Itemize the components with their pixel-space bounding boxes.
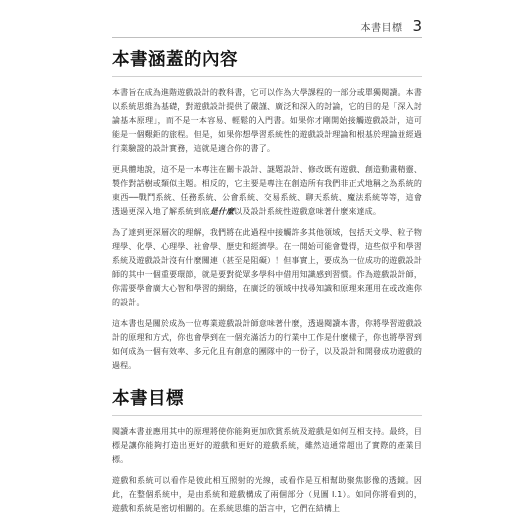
paragraph: 遊戲和系統可以看作是彼此相互照射的光線，或看作是互相幫助聚焦影像的透鏡。因此，在整個系統中，是由系統和遊戲構成了兩個部分（見圖 I.1）。如同你將看到的，遊戲和系統是密切相關的。在系統思維的語言中，它們在結構上 bbox=[112, 476, 422, 513]
paragraph-text: 以及設計系統性遊戲意味著什麼來達成。 bbox=[234, 207, 381, 216]
running-header bbox=[360, 17, 422, 35]
page-number: 3 bbox=[412, 17, 422, 35]
running-header-title: 本書目標 bbox=[360, 23, 403, 34]
section-divider bbox=[112, 415, 422, 416]
page-content bbox=[112, 46, 422, 523]
paragraph bbox=[112, 163, 422, 219]
section-heading-coverage: 本書涵蓋的內容 bbox=[112, 50, 238, 70]
section-divider bbox=[112, 76, 422, 77]
paragraph-text: 更具體地說，這不是一本專注在關卡設計、謎題設計、修改既有遊戲、創造動畫精靈、製作對話樹或類似主題。相反的，它主要是專注在創造所有我們非正式地稱之為系統的東西──戰鬥系統、任務系統、公會系統、交易系統、聊天系統、魔法系統等等，這會透過更深入地了解系統到底 bbox=[112, 165, 422, 216]
section-heading-goals: 本書目標 bbox=[112, 389, 184, 409]
paragraph: 閱讀本書並應用其中的原理將使你能夠更加欣賞系統及遊戲是如何互相支持。最終，目標是讓你能夠打造出更好的遊戲和更好的遊戲系統，雖然這通常超出了實際的產業目標。 bbox=[112, 427, 422, 464]
paragraph: 本書旨在成為進階遊戲設計的教科書，它可以作為大學課程的一部分或單獨閱讀。本書以系統思維為基礎，對遊戲設計提供了嚴謹、廣泛和深入的討論，它的目的是「深入討論基本原理」，而不是一本容易、輕鬆的入門書。如果你才剛開始接觸遊戲設計，這可能是一個艱鉅的旅程。但是，如果你想學習系統性的遊戲設計理論和根基於理論並經過行業驗證的設計實務，這就是適合你的書了。 bbox=[112, 88, 422, 153]
paragraph: 為了達到更深層次的理解，我們將在此過程中接觸許多其他領域，包括天文學、粒子物理學、化學、心理學、社會學、歷史和經濟學。在一開始可能會覺得，這些似乎和學習系統及遊戲設計沒有什麼關連（甚至是阻礙）！但事實上，要成為一位成功的遊戲設計師的其中一個重要環節，就是要對從眾多學科中借用知識感到習慣。作為遊戲設計師，你需要學會廣大心智和學習的網絡，在廣泛的領域中找尋知識和原理來運用在或改進你的設計。 bbox=[112, 228, 422, 307]
emphasis-text: 是什麼 bbox=[209, 207, 235, 216]
header-divider bbox=[112, 37, 422, 38]
paragraph: 這本書也是關於成為一位專業遊戲設計師意味著什麼，透過閱讀本書，你將學習遊戲設計的原理和方式，你也會學到在一個充滿活力的行業中工作是什麼樣子，你也將學習到如何成為一個有效率、多元化且有創意的團隊中的一份子，以及設計和開發成功遊戲的過程。 bbox=[112, 319, 422, 370]
